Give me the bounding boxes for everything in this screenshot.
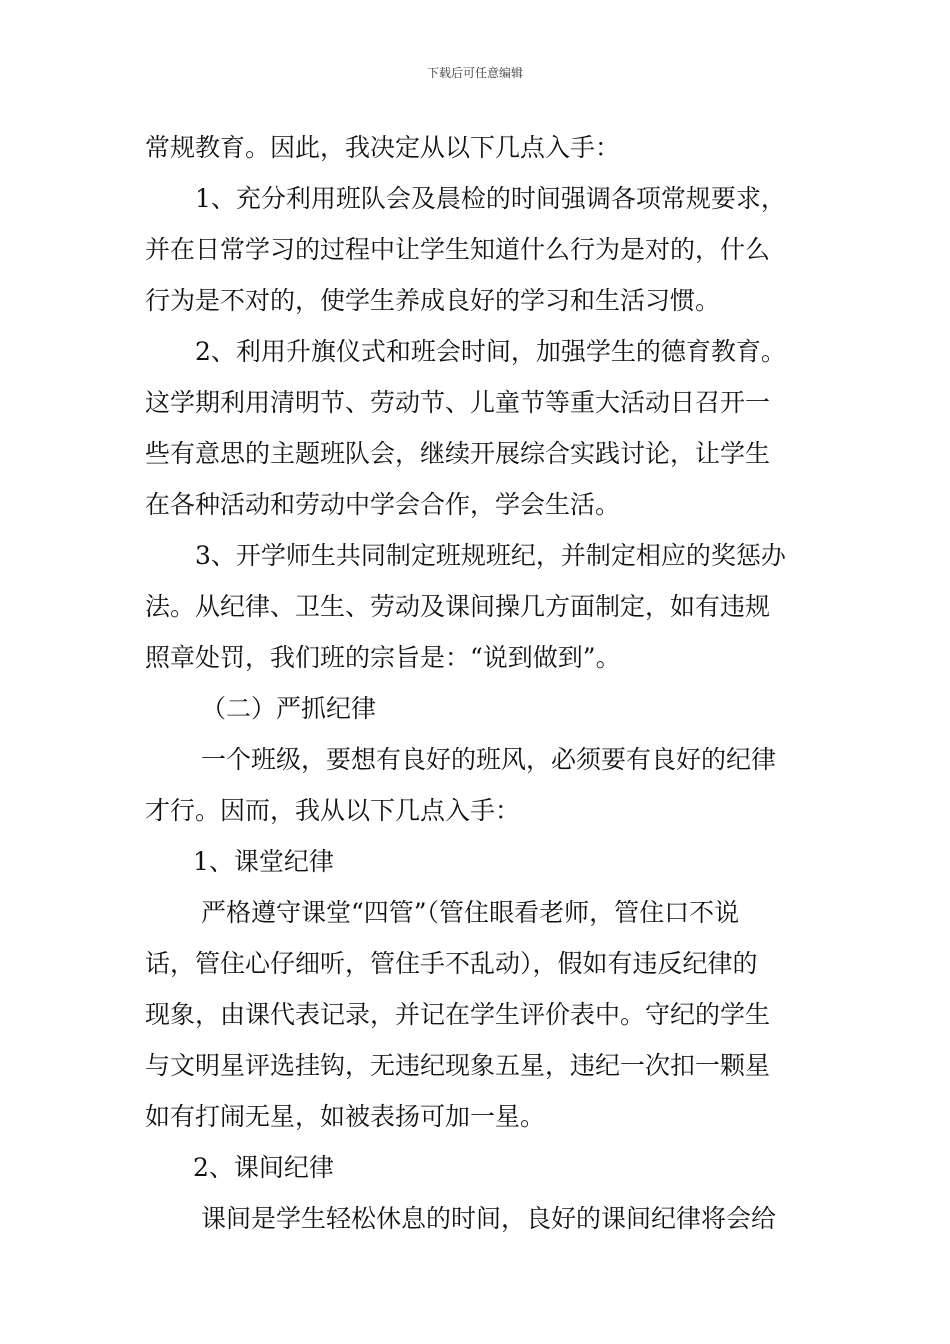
- text-line: 常规教育。因此，我决定从以下几点入手：: [145, 133, 621, 162]
- text-line: 1、充分利用班队会及晨检的时间强调各项常规要求，: [195, 184, 786, 213]
- text-line: 严格遵守课堂“四管”（管住眼看老师，管住口不说: [201, 898, 740, 927]
- section-heading: （二）严抓纪律: [201, 694, 377, 723]
- text-line: 如有打闹无星，如被表扬可加一星。: [145, 1102, 546, 1131]
- subsection-heading: 2、课间纪律: [193, 1153, 334, 1182]
- text-line: 才行。因而，我从以下几点入手：: [145, 796, 521, 825]
- text-line: 现象，由课代表记录，并记在学生评价表中。守纪的学生: [145, 1000, 771, 1029]
- text-line: 行为是不对的，使学生养成良好的学习和生活习惯。: [145, 286, 721, 315]
- subsection-heading: 1、课堂纪律: [193, 847, 334, 876]
- document-body: [145, 122, 810, 1244]
- text-line: 与文明星评选挂钩，无违纪现象五星，违纪一次扣一颗星: [145, 1051, 771, 1080]
- text-line: 课间是学生轻松休息的时间，良好的课间纪律将会给: [201, 1204, 777, 1233]
- text-line: 话，管住心仔细听，管住手不乱动），假如有违反纪律的: [145, 949, 758, 978]
- text-line: 这学期利用清明节、劳动节、儿童节等重大活动日召开一: [145, 388, 771, 417]
- page-header: 下载后可任意编辑: [426, 66, 523, 80]
- text-line: 些有意思的主题班队会，继续开展综合实践讨论，让学生: [145, 439, 771, 468]
- text-line: 并在日常学习的过程中让学生知道什么行为是对的，什么: [145, 235, 771, 264]
- text-line: 法。从纪律、卫生、劳动及课间操几方面制定，如有违规: [145, 592, 771, 621]
- text-line: 照章处罚，我们班的宗旨是：“说到做到”。: [145, 643, 621, 672]
- text-line: 在各种活动和劳动中学会合作，学会生活。: [145, 490, 621, 519]
- text-line: 2、利用升旗仪式和班会时间，加强学生的德育教育。: [195, 337, 786, 366]
- text-line: 3、开学师生共同制定班规班纪，并制定相应的奖惩办: [195, 541, 786, 570]
- text-line: 一个班级，要想有良好的班风，必须要有良好的纪律: [201, 745, 777, 774]
